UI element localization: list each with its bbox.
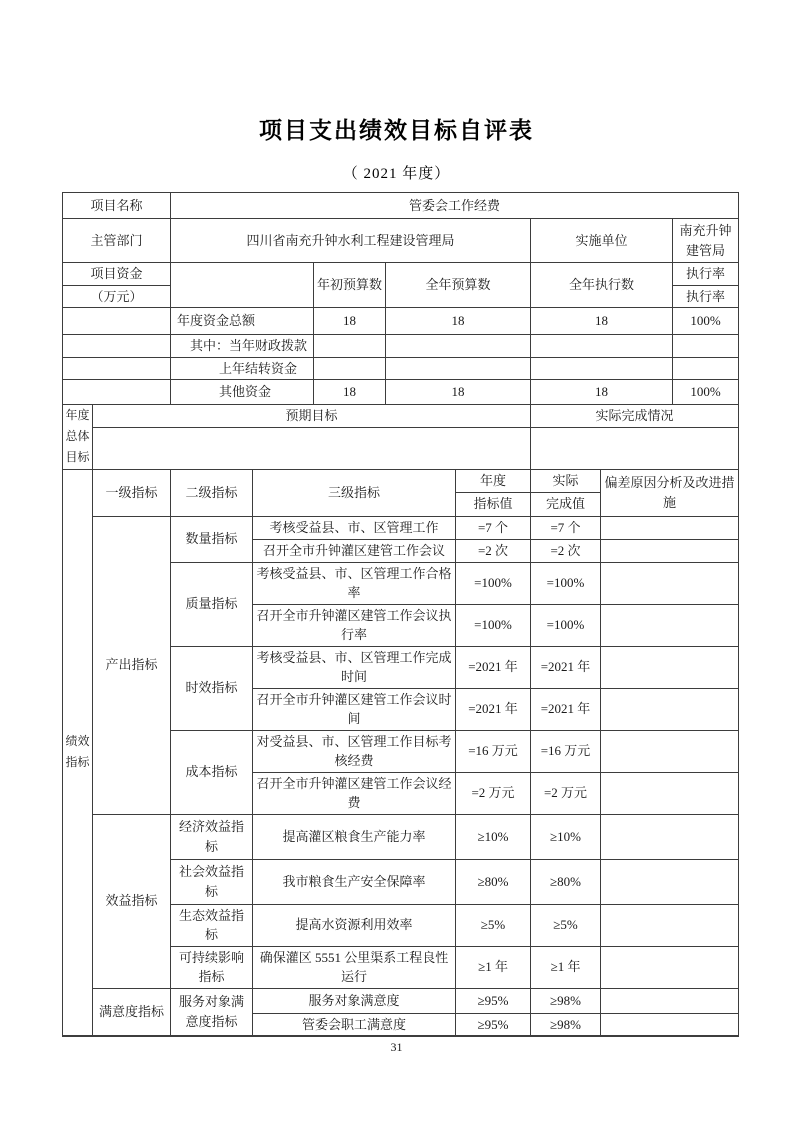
actual-completion-value: =16 万元 <box>531 730 601 772</box>
fund-initial-budget <box>314 357 386 380</box>
fund-row-label: 年度资金总额 <box>171 308 314 335</box>
annual-target-value: =2 次 <box>456 539 531 562</box>
col-execution-rate-top: 执行率 <box>673 263 739 286</box>
level3-indicator: 考核受益县、市、区管理工作完成时间 <box>253 646 456 688</box>
deviation-cell <box>601 688 739 730</box>
project-name-label: 项目名称 <box>63 193 171 219</box>
level2-cost: 成本指标 <box>171 730 253 814</box>
header-level3: 三级指标 <box>253 469 456 516</box>
actual-completion-value: ≥10% <box>531 814 601 859</box>
impl-unit-value: 南充升钟建管局 <box>673 219 739 263</box>
actual-completion-value: =100% <box>531 604 601 646</box>
level2-ecological-benefit: 生态效益指标 <box>171 904 253 946</box>
actual-completion-value: =2021 年 <box>531 646 601 688</box>
deviation-cell <box>601 1013 739 1036</box>
header-actual-top: 实际 <box>531 469 601 492</box>
indicator-row <box>63 516 739 539</box>
expected-goal-label: 预期目标 <box>93 405 531 428</box>
level2-timeliness: 时效指标 <box>171 646 253 730</box>
annual-target-value: ≥10% <box>456 814 531 859</box>
fund-annual-execution <box>531 357 673 380</box>
actual-completion-value: ≥5% <box>531 904 601 946</box>
level2-economic-benefit: 经济效益指标 <box>171 814 253 859</box>
project-name-value: 管委会工作经费 <box>171 193 739 219</box>
page-number: 31 <box>390 1040 403 1054</box>
fund-row <box>63 335 739 358</box>
fund-row-label: 上年结转资金 <box>171 357 314 380</box>
table-row <box>63 405 739 428</box>
deviation-cell <box>601 516 739 539</box>
fund-initial-budget: 18 <box>314 308 386 335</box>
self-evaluation-table <box>62 192 739 1037</box>
fund-annual-budget <box>386 357 531 380</box>
fund-execution-rate <box>673 357 739 380</box>
actual-completion-value: =2 万元 <box>531 772 601 814</box>
fund-initial-budget: 18 <box>314 380 386 405</box>
level3-indicator: 召开全市升钟灌区建管工作会议执行率 <box>253 604 456 646</box>
annual-target-value: ≥1 年 <box>456 946 531 988</box>
actual-completion-value: =2021 年 <box>531 688 601 730</box>
actual-completion-value: =100% <box>531 562 601 604</box>
fund-row <box>63 308 739 335</box>
fund-row-blank <box>63 308 171 335</box>
level3-indicator: 对受益县、市、区管理工作目标考核经费 <box>253 730 456 772</box>
fund-row-label: 其他资金 <box>171 380 314 405</box>
level3-indicator: 确保灌区 5551 公里渠系工程良性运行 <box>253 946 456 988</box>
col-annual-execution: 全年执行数 <box>531 263 673 308</box>
fund-row-blank <box>63 335 171 358</box>
deviation-cell <box>601 988 739 1013</box>
table-row <box>63 263 739 286</box>
annual-target-value: =2021 年 <box>456 646 531 688</box>
fund-execution-rate <box>673 335 739 358</box>
fund-annual-budget <box>386 335 531 358</box>
fund-row-label: 其中：当年财政拨款 <box>171 335 314 358</box>
actual-completion-value: =7 个 <box>531 516 601 539</box>
actual-completion-value: ≥98% <box>531 988 601 1013</box>
actual-completion-value: =2 次 <box>531 539 601 562</box>
funds-label-line1: 项目资金 <box>63 263 171 286</box>
level2-quantity: 数量指标 <box>171 516 253 562</box>
fund-row-blank <box>63 357 171 380</box>
table-row <box>63 193 739 219</box>
fund-execution-rate: 100% <box>673 380 739 405</box>
col-annual-budget: 全年预算数 <box>386 263 531 308</box>
fund-annual-budget: 18 <box>386 308 531 335</box>
page-title: 项目支出绩效目标自评表 <box>259 118 534 143</box>
annual-target-value: =100% <box>456 562 531 604</box>
fund-row <box>63 380 739 405</box>
deviation-cell <box>601 859 739 904</box>
deviation-cell <box>601 772 739 814</box>
deviation-cell <box>601 539 739 562</box>
annual-target-value: =100% <box>456 604 531 646</box>
header-actual-bottom: 完成值 <box>531 492 601 516</box>
annual-target-value: =2021 年 <box>456 688 531 730</box>
actual-completion-content <box>531 427 739 469</box>
level1-satisfaction: 满意度指标 <box>93 988 171 1036</box>
fund-execution-rate: 100% <box>673 308 739 335</box>
level3-indicator: 服务对象满意度 <box>253 988 456 1013</box>
level2-social-benefit: 社会效益指标 <box>171 859 253 904</box>
col-execution-rate-bottom: 执行率 <box>673 285 739 308</box>
col-initial-budget: 年初预算数 <box>314 263 386 308</box>
deviation-cell <box>601 604 739 646</box>
level3-indicator: 我市粮食生产安全保障率 <box>253 859 456 904</box>
level2-sustainable-impact: 可持续影响指标 <box>171 946 253 988</box>
fund-row-blank <box>63 380 171 405</box>
fund-annual-budget: 18 <box>386 380 531 405</box>
annual-target-value: ≥95% <box>456 988 531 1013</box>
table-row <box>63 219 739 263</box>
page-subtitle: （ 2021 年度） <box>342 166 451 182</box>
actual-completion-value: ≥1 年 <box>531 946 601 988</box>
impl-unit-label: 实施单位 <box>531 219 673 263</box>
deviation-cell <box>601 904 739 946</box>
level3-indicator: 召开全市升钟灌区建管工作会议 <box>253 539 456 562</box>
fund-annual-execution: 18 <box>531 308 673 335</box>
annual-target-value: ≥5% <box>456 904 531 946</box>
actual-completion-value: ≥80% <box>531 859 601 904</box>
fund-initial-budget <box>314 335 386 358</box>
level3-indicator: 提高灌区粮食生产能力率 <box>253 814 456 859</box>
level1-benefit: 效益指标 <box>93 814 171 988</box>
annual-target-value: ≥80% <box>456 859 531 904</box>
deviation-cell <box>601 646 739 688</box>
deviation-cell <box>601 814 739 859</box>
header-annual-top: 年度 <box>456 469 531 492</box>
level3-indicator: 考核受益县、市、区管理工作合格率 <box>253 562 456 604</box>
level3-indicator: 召开全市升钟灌区建管工作会议时间 <box>253 688 456 730</box>
level3-indicator: 提高水资源利用效率 <box>253 904 456 946</box>
deviation-cell <box>601 562 739 604</box>
annual-target-value: ≥95% <box>456 1013 531 1036</box>
level2-quality: 质量指标 <box>171 562 253 646</box>
header-level1: 一级指标 <box>93 469 171 516</box>
level2-service-satisfaction: 服务对象满意度指标 <box>171 988 253 1036</box>
dept-label: 主管部门 <box>63 219 171 263</box>
funds-blank-cell <box>171 263 314 308</box>
fund-annual-execution <box>531 335 673 358</box>
fund-annual-execution: 18 <box>531 380 673 405</box>
fund-row <box>63 357 739 380</box>
annual-target-value: =16 万元 <box>456 730 531 772</box>
actual-completion-value: ≥98% <box>531 1013 601 1036</box>
performance-side-label: 绩效指标 <box>63 469 93 1036</box>
header-deviation: 偏差原因分析及改进措施 <box>601 469 739 516</box>
annual-target-value: =2 万元 <box>456 772 531 814</box>
level3-indicator: 召开全市升钟灌区建管工作会议经费 <box>253 772 456 814</box>
deviation-cell <box>601 946 739 988</box>
dept-value: 四川省南充升钟水利工程建设管理局 <box>171 219 531 263</box>
funds-label-line2: （万元） <box>63 285 171 308</box>
deviation-cell <box>601 730 739 772</box>
indicator-row <box>63 814 739 859</box>
level1-output: 产出指标 <box>93 516 171 814</box>
level3-indicator: 管委会职工满意度 <box>253 1013 456 1036</box>
expected-goal-content <box>93 427 531 469</box>
header-level2: 二级指标 <box>171 469 253 516</box>
header-annual-bottom: 指标值 <box>456 492 531 516</box>
table-row <box>63 427 739 469</box>
annual-target-value: =7 个 <box>456 516 531 539</box>
annual-goal-side-label: 年度总体目标 <box>63 405 93 470</box>
actual-completion-label: 实际完成情况 <box>531 405 739 428</box>
indicator-row <box>63 988 739 1013</box>
table-row <box>63 469 739 492</box>
level3-indicator: 考核受益县、市、区管理工作 <box>253 516 456 539</box>
